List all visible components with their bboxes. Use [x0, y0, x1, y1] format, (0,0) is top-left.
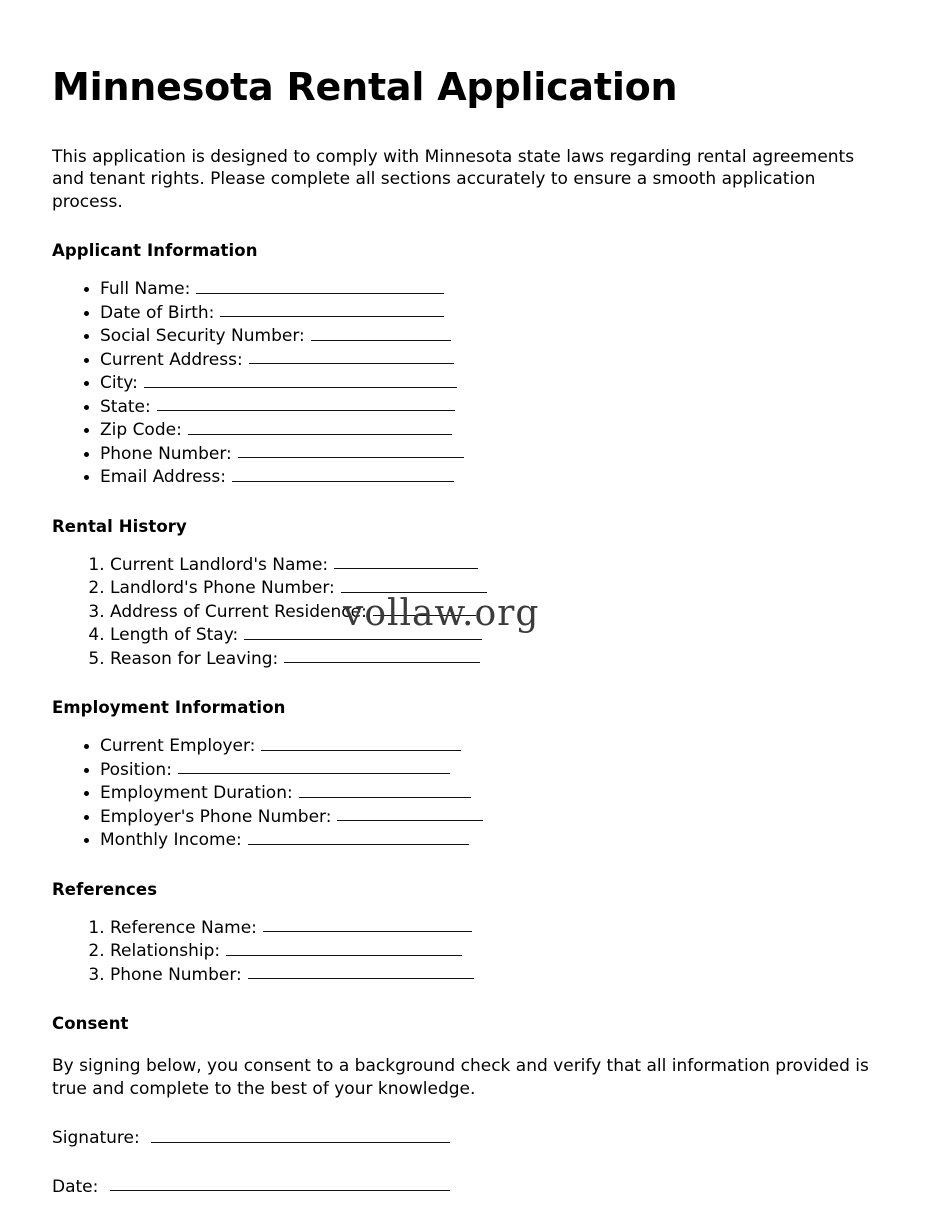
field-blank[interactable] [244, 623, 482, 640]
page-title: Minnesota Rental Application [52, 65, 678, 109]
field-blank[interactable] [341, 576, 487, 593]
field-label: Phone Number: [100, 443, 232, 464]
field-label: Reference Name: [110, 917, 257, 938]
signature-blank[interactable] [151, 1126, 450, 1143]
field-row [100, 828, 891, 852]
field-label: Zip Code: [100, 420, 182, 441]
field-label: Employer's Phone Number: [100, 806, 332, 827]
field-blank[interactable] [248, 963, 474, 980]
field-blank[interactable] [157, 395, 455, 412]
field-label: Position: [100, 759, 172, 780]
section-heading-consent: Consent [52, 1014, 129, 1034]
field-row [100, 348, 891, 372]
field-row [100, 781, 891, 805]
field-blank[interactable] [220, 301, 444, 318]
field-blank[interactable] [238, 442, 464, 459]
field-blank[interactable] [249, 348, 454, 365]
section-heading-references: References [52, 879, 158, 899]
field-blank[interactable] [334, 553, 478, 570]
field-blank[interactable] [178, 758, 450, 775]
intro-paragraph: This application is designed to comply with Minnesota state laws regarding rental agreements and tenant rights. Please complete all sections accurately to ensure a smooth application process. [52, 146, 855, 212]
field-label: State: [100, 396, 151, 417]
field-label: Monthly Income: [100, 830, 242, 851]
field-row [100, 371, 891, 395]
watermark: vollaw.org [343, 593, 540, 634]
employment-information-field-list [52, 734, 891, 852]
field-label: Current Employer: [100, 736, 256, 757]
field-row [110, 647, 891, 671]
field-blank[interactable] [337, 805, 483, 822]
field-row [100, 395, 891, 419]
field-label: Current Landlord's Name: [110, 554, 329, 575]
field-row [110, 553, 891, 577]
field-label: Length of Stay: [110, 625, 239, 646]
field-row [100, 465, 891, 489]
field-row [100, 805, 891, 829]
field-blank[interactable] [299, 781, 471, 798]
field-label: Phone Number: [110, 964, 242, 985]
field-label: Landlord's Phone Number: [110, 578, 335, 599]
date-line [52, 1175, 891, 1199]
field-blank[interactable] [373, 600, 476, 617]
field-blank[interactable] [196, 277, 444, 294]
field-label: Reason for Leaving: [110, 648, 279, 669]
field-label: Email Address: [100, 467, 226, 488]
field-blank[interactable] [188, 418, 452, 435]
field-label: Relationship: [110, 941, 221, 962]
field-label: Social Security Number: [100, 326, 305, 347]
section-heading-rental-history: Rental History [52, 516, 187, 536]
field-label: Employment Duration: [100, 783, 293, 804]
rental-history-field-list [52, 553, 891, 671]
field-row [100, 442, 891, 466]
field-blank[interactable] [284, 647, 480, 664]
consent-paragraph: By signing below, you consent to a background check and verify that all information provided is true and complete to the best of your knowledge. [52, 1056, 869, 1099]
field-row [110, 916, 891, 940]
field-blank[interactable] [144, 371, 457, 388]
field-row [100, 418, 891, 442]
field-row [110, 963, 891, 987]
field-row [110, 623, 891, 647]
date-blank[interactable] [110, 1175, 450, 1192]
field-blank[interactable] [311, 324, 451, 341]
field-row [110, 939, 891, 963]
field-row [100, 301, 891, 325]
field-blank[interactable] [226, 939, 462, 956]
signature-label: Signature: [52, 1128, 140, 1149]
field-label: City: [100, 373, 138, 394]
field-row [100, 324, 891, 348]
field-label: Date of Birth: [100, 302, 215, 323]
field-blank[interactable] [232, 465, 454, 482]
field-row [110, 600, 891, 624]
field-blank[interactable] [261, 734, 461, 751]
signature-line [52, 1126, 891, 1150]
applicant-information-field-list [52, 277, 891, 489]
field-row [100, 758, 891, 782]
field-row [100, 734, 891, 758]
field-blank[interactable] [248, 828, 469, 845]
field-label: Current Address: [100, 349, 243, 370]
field-blank[interactable] [263, 916, 472, 933]
field-row [110, 576, 891, 600]
date-label: Date: [52, 1176, 99, 1197]
field-row [100, 277, 891, 301]
field-label: Address of Current Residence: [110, 601, 367, 622]
section-heading-applicant-information: Applicant Information [52, 241, 258, 261]
section-heading-employment-information: Employment Information [52, 698, 286, 718]
references-field-list [52, 916, 891, 987]
field-label: Full Name: [100, 279, 191, 300]
